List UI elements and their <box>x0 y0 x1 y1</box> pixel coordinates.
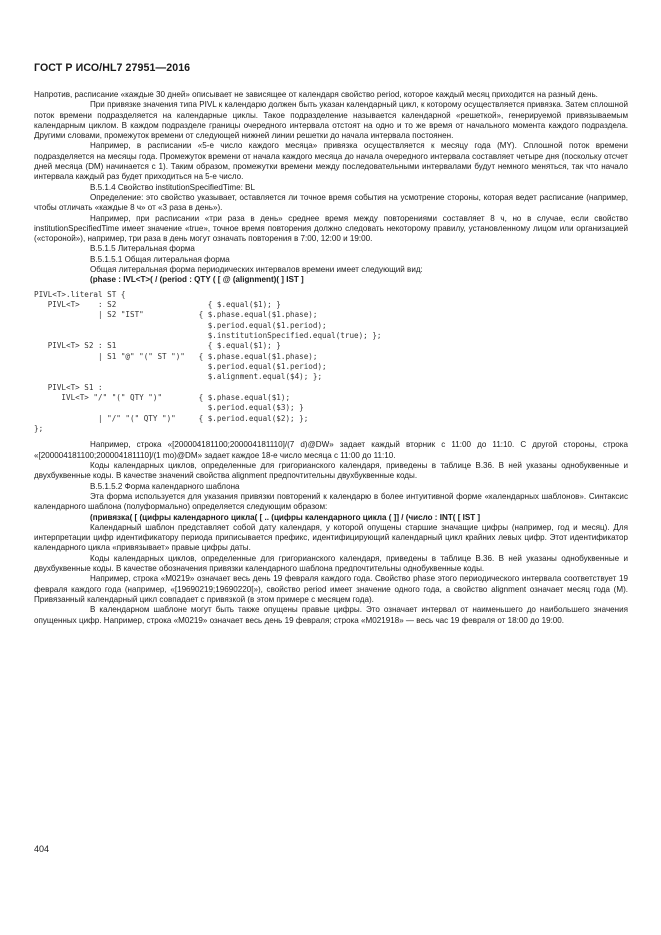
paragraph: Например, строка «M0219» означает весь день 19 февраля каждого года. Свойство phase этого периодического интервала соответствует 19 февраля каждого года (например, «[19690219;19690220[»), свойство period имеет значение одного года, а свойство alignment означает месяц года (M). Привязанный календарный цикл совпадает с привязкой (в этом примере с месяцем года). <box>34 574 628 604</box>
paragraph: Коды календарных циклов, определенные для григорианского календаря, приведены в таблице B.36. В ней указаны однобуквенные и двухбуквенные коды. В качестве обозначения привязки календарного шаблона предпочтительны однобуквенные коды. <box>34 553 628 574</box>
paragraph: Например, при расписании «три раза в день» среднее время между повторениями составляет 8 ч, но в случае, если свойство institutionSpecifiedTime имеет значение «true», точное время повторения должно следовать некоторому правилу, установленному лицом или организацией («стороной»), например, три раза в день могут означать повторения в 7:00, 12:00 и 19:00. <box>34 213 628 244</box>
paragraph: Например, в расписании «5-е число каждого месяца» привязка осуществляется к месяцу года (MY). Сплошной поток времени подразделяется на месяцы года. Промежуток времени от начала каждого месяца до начала очередного интервала составляет четыре дня (поскольку отсчет дней месяца (DM) начинается с 1). Таким образом, промежутки времени между последовательными интервалами будут немного меняться, так что начало интервала каждый раз будет приходиться на 5-е число. <box>34 141 628 182</box>
code-block: PIVL<T>.literal ST { PIVL<T> : S2 { $.equal($1); } | S2 "IST" { $.phase.equal($1.phase); $.period.equal($1.period); $.institutionSpecified.equal(true); }; PIVL<T> S2 : S1 { $.equal($1); } | S1 "@" "(" ST ")" { $.phase.equal($1.phase); $.period.equal($1.period); $.alignment.equal($4); }; PIVL<T> S1 : IVL<T> "/" "(" QTY ")" { $.phase.equal($1); $.period.equal($3); } | "/" "(" QTY ")" { $.period.equal($2); }; }; <box>34 289 382 434</box>
section-heading: B.5.1.4 Свойство institutionSpecifiedTime: BL <box>90 182 255 192</box>
paragraph: Календарный шаблон представляет собой дату календаря, у которой опущены старшие значащие цифры (например, год и месяц). Для интерпретации цифр идентификатору периода приписывается префикс, идентифицирующий календарный цикл крайних левых цифр. Этот идентификатор календарного цикла «привязывает» правые цифры даты. <box>34 522 628 553</box>
paragraph: Коды календарных циклов, определенные для григорианского календаря, приведены в таблице B.36. В ней указаны однобуквенные и двухбуквенные коды. В качестве значений свойства alignment предпочтительны двухбуквенные коды. <box>34 461 628 481</box>
paragraph: При привязке значения типа PIVL к календарю должен быть указан календарный цикл, к которому осуществляется привязка. Затем сплошной поток времени подразделяется на календарные циклы. Такое подразделение называется календарной «решеткой», генерируемой привязываемым календарным циклом. В каждом подразделе границы очередного интервала отстоят на одно и то же время от начального момента каждого подраздела. Другими словами, промежуток времени от следующей нижней линии решетки до начала интервала постоянен. <box>34 100 628 141</box>
page-body <box>34 90 628 626</box>
paragraph: Эта форма используется для указания привязки повторений к календарю в более интуитивной форме «календарных шаблонов». Синтаксис календарного шаблона (полуформально) определяется следующим образом: <box>34 491 628 512</box>
paragraph: В календарном шаблоне могут быть также опущены правые цифры. Это означает интервал от наименьшего до наибольшего значения опущенных цифр. Например, строка «M0219» означает весь день 19 февраля; строка «M021918» — весь час 19 февраля от 18:00 до 19:00. <box>34 605 628 625</box>
section-heading: B.5.1.5.1 Общая литеральная форма <box>90 254 230 264</box>
section-heading: B.5.1.5 Литеральная форма <box>90 244 195 254</box>
section-heading: B.5.1.5.2 Форма календарного шаблона <box>90 481 240 491</box>
paragraph: Определение: это свойство указывает, оставляется ли точное время события на усмотрение стороны, которая ведет расписание (например, чтобы отличать «каждые 8 ч» от «3 раза в день»). <box>34 192 628 213</box>
paragraph: Общая литеральная форма периодических интервалов времени имеет следующий вид: <box>90 265 423 275</box>
paragraph: Напротив, расписание «каждые 30 дней» описывает не зависящее от календаря свойство period, которое каждый месяц приходится на разный день. <box>34 90 598 99</box>
document-header: ГОСТ Р ИСО/HL7 27951—2016 <box>34 62 191 74</box>
page-number: 404 <box>34 844 50 854</box>
syntax-formula: (phase : IVL<T>( / (period : QTY ( [ @ (alignment)( ] IST ] <box>90 275 304 285</box>
paragraph: Например, строка «[200004181100;200004181110]/(7 d)@DW» задает каждый вторник с 11:00 до 11:10. С другой стороны, строка «[200004181100;200004181110]/(1 mo)@DM» задает каждое 18-е число месяца с 11:00 до 11:10. <box>34 440 628 460</box>
syntax-formula: (привязка( [ (цифры календарного цикла( [ .. (цифры календарного цикла ( ]] / (число : INT( [ IST ] <box>90 512 481 522</box>
